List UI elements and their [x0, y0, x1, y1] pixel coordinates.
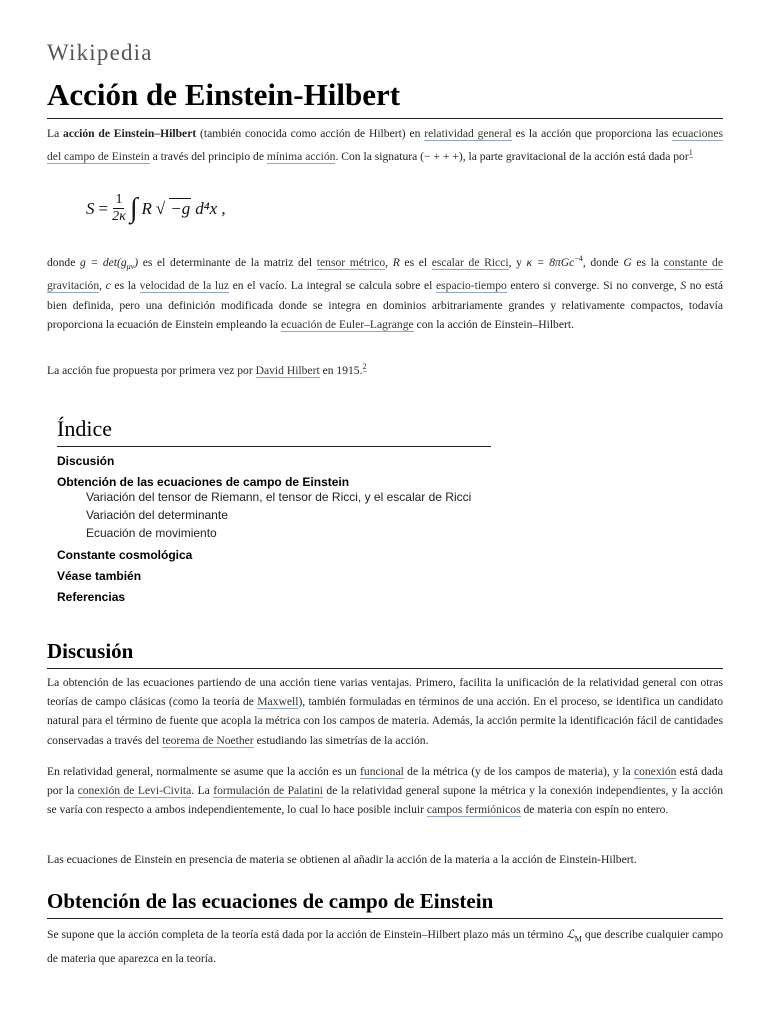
- text-run: es el determinante de la matriz del: [138, 255, 317, 269]
- text-run: entero si converge. Si no converge,: [506, 279, 681, 293]
- text-run: donde: [47, 255, 80, 269]
- toc-item-constante-cosmologica[interactable]: Constante cosmológica: [57, 548, 193, 562]
- text-run: está dada por la: [47, 765, 723, 798]
- text-run: de la métrica (y de los campos de materia), y la: [403, 765, 634, 778]
- text-run: ,: [99, 279, 106, 293]
- text-run: en el vacío. La integral se calcula sobre el: [229, 279, 436, 293]
- toc-item-variacion-determinante[interactable]: Variación del determinante: [86, 508, 228, 522]
- link-formulacion-palatini[interactable]: formulación de Palatini: [213, 784, 324, 798]
- sqrt-sign: √: [155, 198, 166, 218]
- link-velocidad-luz[interactable]: velocidad de la luz: [139, 279, 230, 293]
- text-run: de materia con espín no entero.: [520, 803, 669, 817]
- text-run: La: [47, 127, 64, 140]
- formula-fraction: [112, 192, 126, 225]
- link-escalar-ricci[interactable]: escalar de Ricci: [431, 255, 509, 269]
- toc-item-ecuacion-movimiento[interactable]: Ecuación de movimiento: [86, 526, 217, 540]
- inline-math: −4: [574, 254, 583, 263]
- bold-term: acción de Einstein–Hilbert: [63, 127, 197, 140]
- text-run: de la relatividad general supone la métrica y la conexión independientes, y la acción se varía con respecto a ambos independientemente, lo cual lo hace posible incluir: [47, 784, 723, 817]
- text-run: es la acción que proporciona las: [511, 127, 673, 140]
- formula-symbol: =: [98, 198, 109, 218]
- fraction-numerator: 1: [115, 192, 123, 207]
- page-title: Acción de Einstein-Hilbert: [47, 76, 723, 119]
- text-run: (también conocida como acción de Hilbert) en: [196, 127, 425, 140]
- formula-symbol: R: [141, 198, 152, 218]
- link-euler-lagrange[interactable]: ecuación de Euler–Lagrange: [281, 317, 414, 331]
- text-run: es el: [399, 255, 432, 269]
- inline-math: g = det(g: [79, 255, 127, 269]
- discusion-paragraph-2: [47, 762, 723, 820]
- inline-math: ): [134, 255, 139, 269]
- text-run: es la: [631, 255, 664, 269]
- text-run: , y: [508, 255, 527, 269]
- inline-math: G: [623, 255, 632, 269]
- discusion-paragraph-1: [47, 673, 723, 750]
- link-minima-accion[interactable]: mínima acción: [266, 150, 336, 164]
- toc-item-vease-tambien[interactable]: Véase también: [57, 569, 142, 583]
- toc-item-obtencion[interactable]: Obtención de las ecuaciones de campo de Einstein: [57, 475, 350, 489]
- discusion-paragraph-3: Las ecuaciones de Einstein en presencia de materia se obtienen al añadir la acción de la materia a la acción de Einstein-Hilbert.: [47, 853, 637, 866]
- wikipedia-wordmark: Wikipedia: [47, 40, 153, 65]
- link-relatividad-general[interactable]: relatividad general: [424, 127, 512, 140]
- link-ecuaciones-campo[interactable]: ecuaciones del campo de Einstein: [47, 127, 723, 164]
- text-run: Se supone que la acción completa de la teoría está dada por la acción de Einstein–Hilbert plazo más un término: [47, 928, 567, 941]
- text-run: en 1915.: [319, 363, 363, 377]
- text-run: es la: [110, 279, 140, 293]
- fraction-denominator: 2κ: [112, 209, 126, 224]
- link-campos-fermionicos[interactable]: campos fermiónicos: [426, 803, 521, 817]
- link-teorema-noether[interactable]: teorema de Noether: [162, 733, 254, 747]
- inline-math: R: [392, 255, 400, 269]
- link-david-hilbert[interactable]: David Hilbert: [255, 363, 320, 377]
- section-heading-obtencion: Obtención de las ecuaciones de campo de Einstein: [47, 887, 723, 919]
- intro-paragraph-1: [47, 124, 723, 166]
- text-run: con la acción de Einstein–Hilbert.: [413, 317, 574, 331]
- text-run: . Con la signatura (− + + +), la parte gravitacional de la acción está dada por: [335, 150, 689, 164]
- link-funcional[interactable]: funcional: [360, 765, 404, 778]
- text-run: no está bien definida, pero una definición modificada donde se integra en dominios arbitrariamente grandes y relativamente compactos, todavía proporciona la ecuación de Einstein empleando la: [47, 279, 723, 331]
- reference-2[interactable]: 2: [362, 362, 367, 371]
- formula-symbol: d⁴x ,: [195, 198, 226, 218]
- obtencion-paragraph-1: [47, 925, 723, 968]
- text-run: ,: [385, 255, 393, 269]
- link-conexion[interactable]: conexión: [633, 765, 677, 778]
- integral-sign: ∫: [129, 192, 138, 224]
- inline-math: ℒ: [566, 928, 575, 941]
- section-heading-discusion: Discusión: [47, 637, 723, 669]
- inline-math: μν: [126, 262, 135, 272]
- text-run: que describe cualquier campo de materia que aparezca en la teoría.: [47, 928, 723, 965]
- text-run: a través del principio de: [149, 150, 267, 164]
- text-run: . La: [191, 784, 214, 798]
- link-maxwell[interactable]: Maxwell: [257, 695, 299, 709]
- inline-math: c: [105, 279, 111, 293]
- toc-item-variacion-riemann[interactable]: Variación del tensor de Riemann, el tensor de Ricci, y el escalar de Ricci: [86, 490, 472, 504]
- inline-math: M: [574, 934, 582, 944]
- link-tensor-metrico[interactable]: tensor métrico: [316, 255, 386, 269]
- text-run: ), también formuladas en términos de una acción. En el proceso, se identifica un candidato natural para el término de fuente que acopla la métrica con los campos de materia. Además, la acción permite la identificación fácil de cantidades conservadas a través del: [47, 695, 723, 747]
- text-run: estudiando las simetrías de la acción.: [253, 733, 429, 747]
- toc-item-referencias[interactable]: Referencias: [57, 590, 126, 604]
- text-run: En relatividad general, normalmente se asume que la acción es un: [47, 765, 361, 778]
- inline-math: κ = 8πGc: [526, 255, 575, 269]
- sqrt-body: −g: [170, 199, 191, 218]
- inline-math: S: [680, 279, 687, 293]
- intro-paragraph-2: [47, 249, 723, 334]
- link-constante-gravitacion[interactable]: constante de gravitación: [47, 255, 723, 293]
- text-run: , donde: [582, 255, 624, 269]
- link-levi-civita[interactable]: conexión de Levi-Civita: [77, 784, 192, 798]
- link-espacio-tiempo[interactable]: espacio-tiempo: [435, 279, 507, 293]
- reference-1[interactable]: 1: [688, 148, 693, 158]
- einstein-hilbert-formula: [86, 192, 226, 225]
- intro-paragraph-3: [47, 357, 723, 380]
- toc-heading: Índice: [57, 414, 491, 447]
- toc-item-discusion[interactable]: Discusión: [57, 454, 115, 468]
- text-run: La obtención de las ecuaciones partiendo de una acción tiene varias ventajas. Primero, facilita la unificación de la relatividad general con otras teorías de campo clásicas (como la teoría de: [47, 676, 723, 709]
- formula-symbol: S: [86, 198, 95, 218]
- text-run: La acción fue propuesta por primera vez por: [47, 363, 256, 377]
